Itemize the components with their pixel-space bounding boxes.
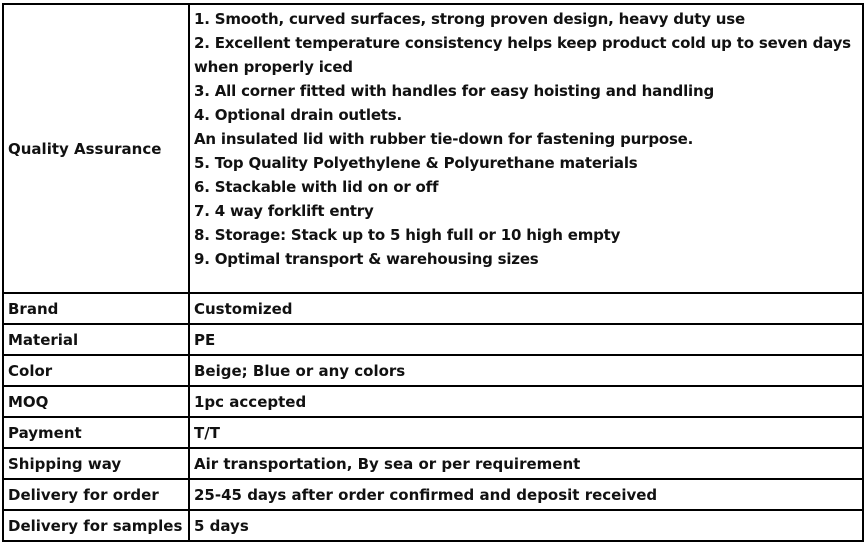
row-value: 25-45 days after order confirmed and deposit received [189, 479, 863, 510]
table-row-quality-assurance [3, 4, 863, 293]
qa-line: 5. Top Quality Polyethylene & Polyurethane materials [194, 154, 638, 172]
row-value: 1pc accepted [189, 386, 863, 417]
table-row-payment [3, 417, 863, 448]
row-label: MOQ [3, 386, 189, 417]
row-label: Payment [3, 417, 189, 448]
row-label: Material [3, 324, 189, 355]
row-value: Beige; Blue or any colors [189, 355, 863, 386]
table-row-delivery-for-order [3, 479, 863, 510]
row-value: Customized [189, 293, 863, 324]
table-row-material [3, 324, 863, 355]
table-row-color [3, 355, 863, 386]
row-value: 5 days [189, 510, 863, 541]
row-label: Quality Assurance [3, 4, 189, 293]
row-value: T/T [189, 417, 863, 448]
row-value: Air transportation, By sea or per requirement [189, 448, 863, 479]
row-label: Delivery for order [3, 479, 189, 510]
qa-line: when properly iced [194, 58, 353, 76]
row-label: Color [3, 355, 189, 386]
qa-line: An insulated lid with rubber tie-down for fastening purpose. [194, 130, 694, 148]
qa-line: 7. 4 way forklift entry [194, 202, 374, 220]
qa-line: 9. Optimal transport & warehousing sizes [194, 250, 539, 268]
qa-line: 1. Smooth, curved surfaces, strong proven design, heavy duty use [194, 10, 745, 28]
quality-assurance-list [189, 4, 863, 293]
qa-line: 8. Storage: Stack up to 5 high full or 10 high empty [194, 226, 621, 244]
table-row-shipping-way [3, 448, 863, 479]
qa-line: 4. Optional drain outlets. [194, 106, 402, 124]
qa-line: 2. Excellent temperature consistency helps keep product cold up to seven days [194, 34, 851, 52]
table-row-delivery-for-samples [3, 510, 863, 541]
row-value: PE [189, 324, 863, 355]
product-spec-table [2, 3, 864, 542]
table-row-brand [3, 293, 863, 324]
qa-line: 3. All corner fitted with handles for easy hoisting and handling [194, 82, 714, 100]
row-label: Delivery for samples [3, 510, 189, 541]
qa-line: 6. Stackable with lid on or off [194, 178, 439, 196]
table-row-moq [3, 386, 863, 417]
row-label: Brand [3, 293, 189, 324]
row-label: Shipping way [3, 448, 189, 479]
